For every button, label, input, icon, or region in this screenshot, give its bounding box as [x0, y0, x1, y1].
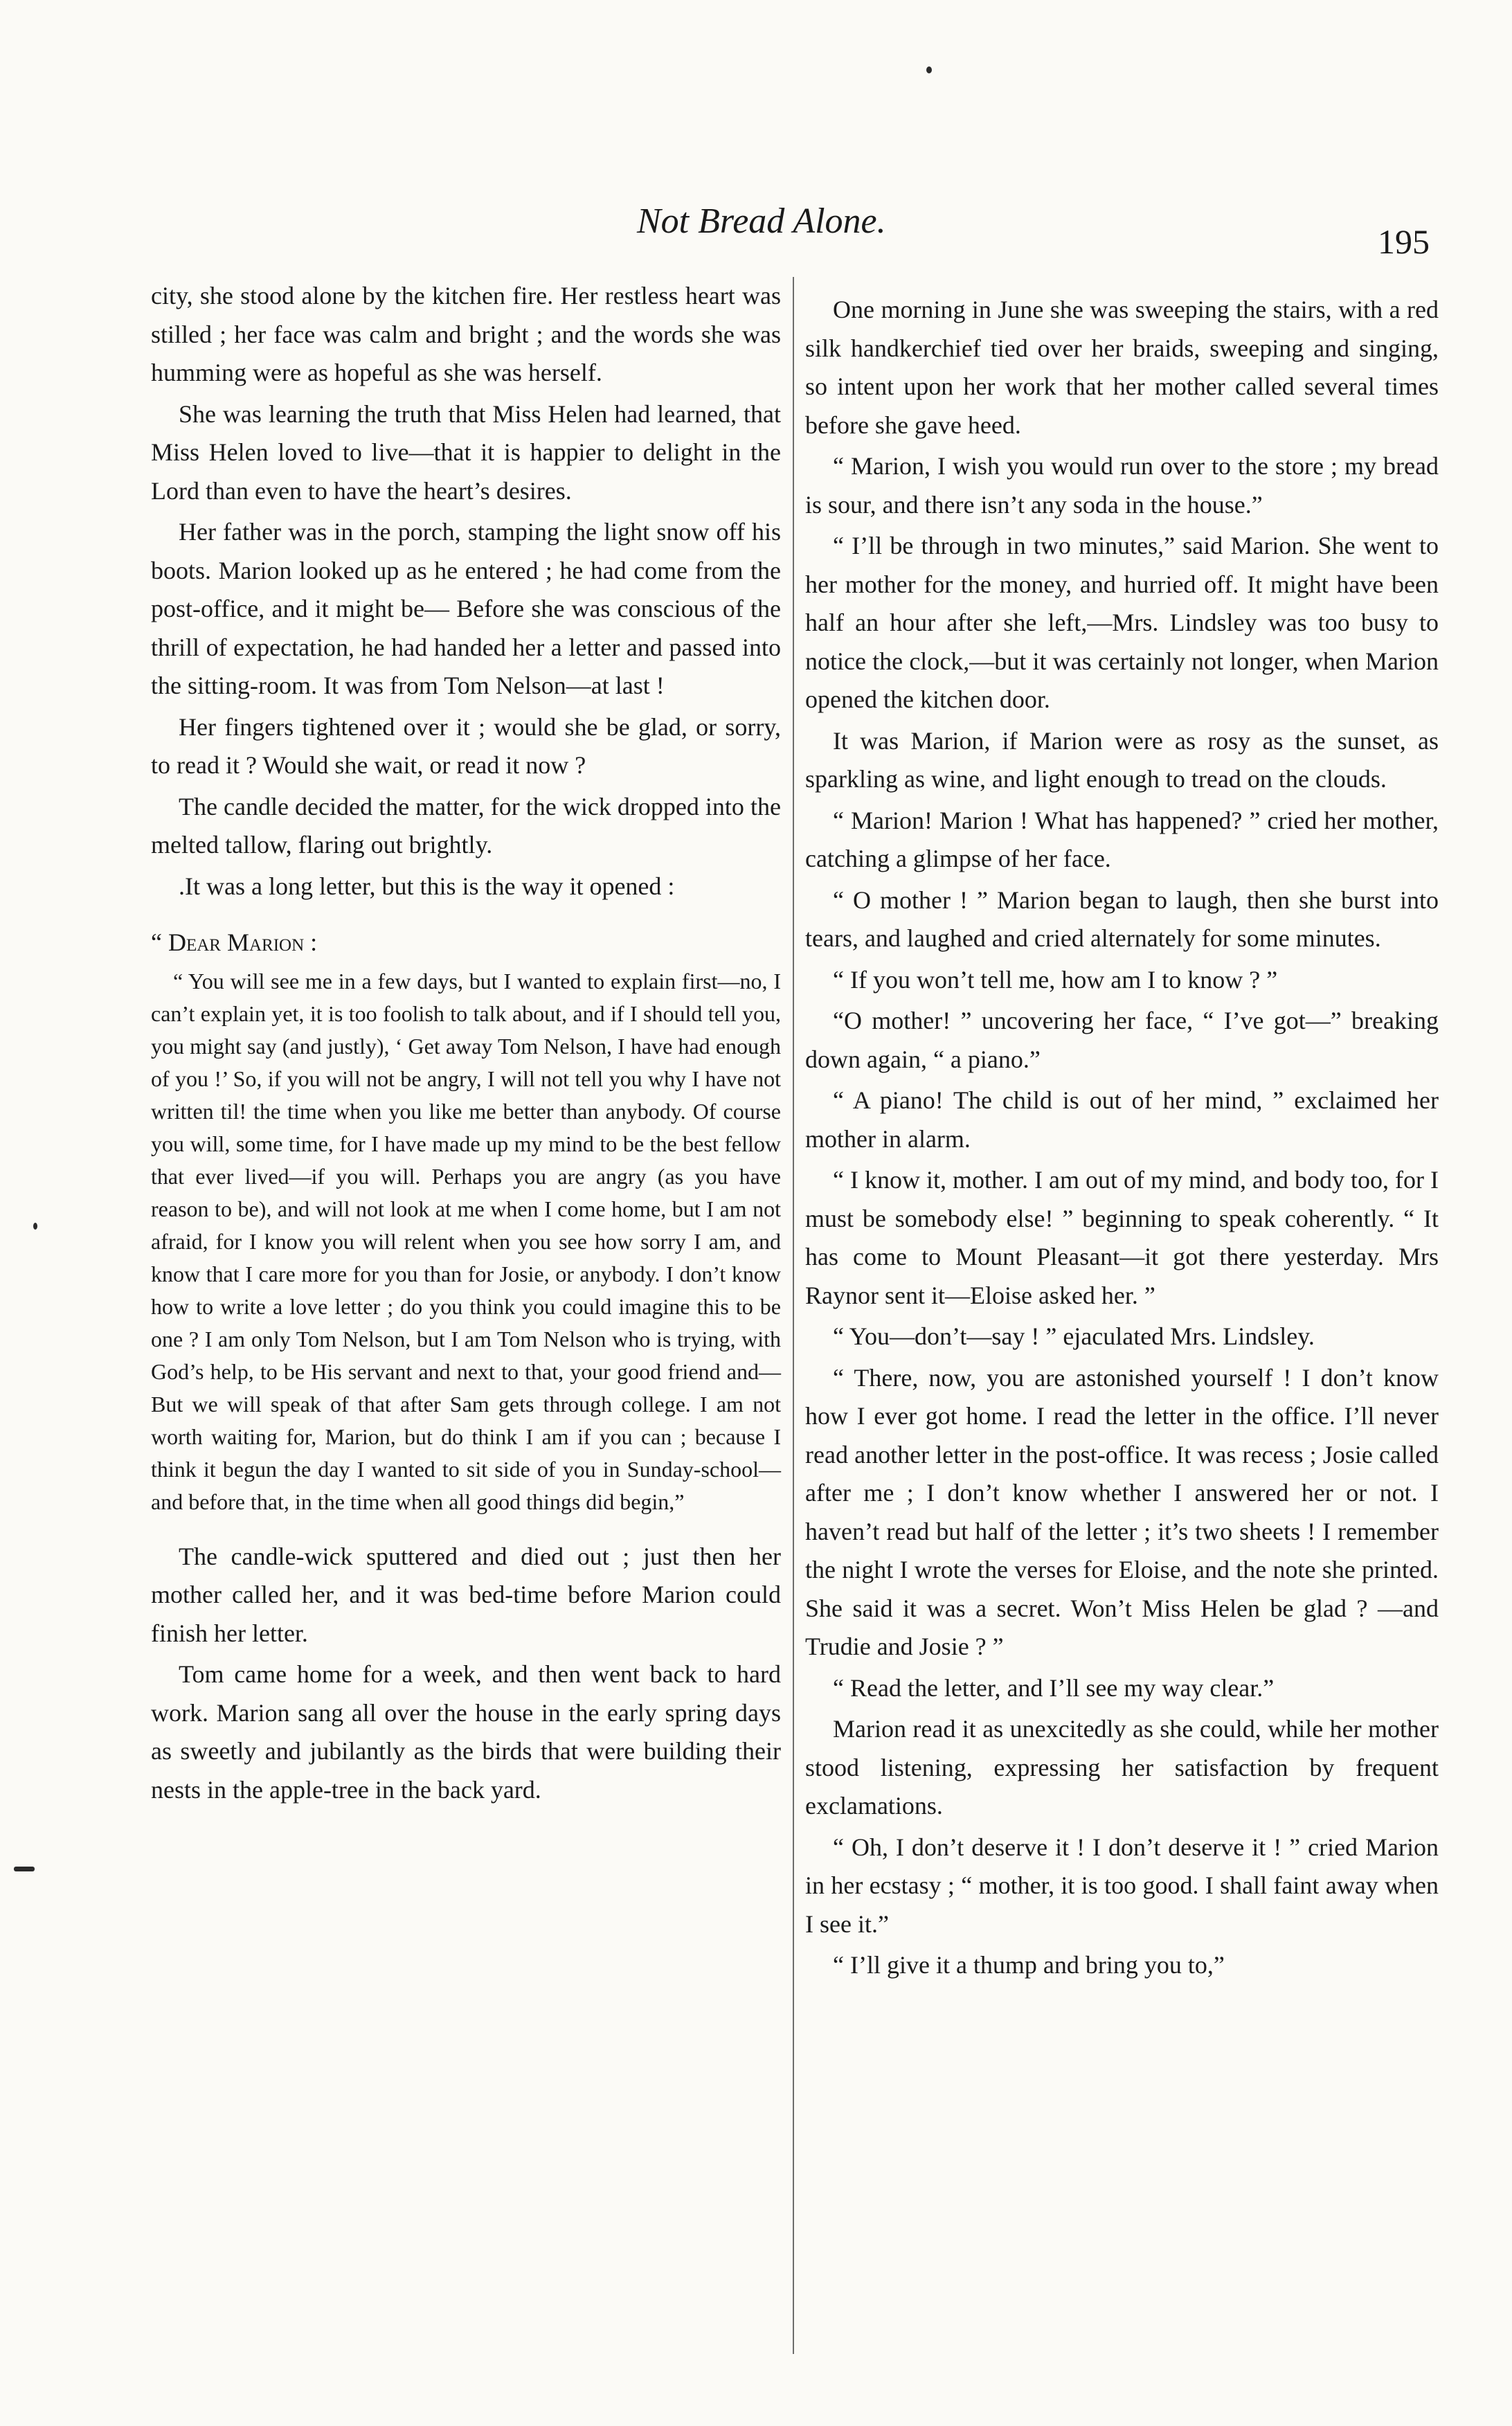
paragraph: The candle decided the matter, for the wick dropped into the melted tallow, flaring out brightly. — [151, 792, 781, 859]
ink-speck-margin-left — [33, 1223, 37, 1230]
paragraph: It was Marion, if Marion were as rosy as the sunset, as sparkling as wine, and light enough to tread on the clouds. — [805, 726, 1439, 793]
paragraph: Her fingers tightened over it ; would she be glad, or sorry, to read it ? Would she wait, or read it now ? — [151, 712, 781, 779]
paragraph: “ You—don’t—say ! ” ejaculated Mrs. Lindsley. — [833, 1322, 1315, 1350]
left-column — [151, 277, 781, 1812]
paragraph: “ I know it, mother. I am out of my mind, and body too, for I must be somebody else! ” beginning to speak coherently. “ It has come to Mount Pleasant—it got there yesterday. Mrs Raynor sent it—Eloise asked her. ” — [805, 1166, 1439, 1309]
paragraph: city, she stood alone by the kitchen fire. Her restless heart was stilled ; her face was calm and bright ; and the words she was humming were as hopeful as she was herself. — [151, 282, 781, 386]
ink-speck-top — [926, 66, 932, 73]
paragraph: .It was a long letter, but this is the way it opened : — [179, 872, 675, 900]
page-header — [0, 201, 1512, 263]
paragraph: “ Oh, I don’t deserve it ! I don’t deserve it ! ” cried Marion in her ecstasy ; “ mother, it is too good. I shall faint away when I see it.” — [805, 1833, 1439, 1938]
column-divider — [793, 277, 794, 2354]
paragraph: “ There, now, you are astonished yourself ! I don’t know how I ever got home. I read the letter in the office. I’ll never read another letter in the post-office. It was recess ; Josie called after me ; I don’t know whether I answered her or not. I haven’t read but half of the letter ; it’s two sheets ! I remember the night I wrote the verses for Eloise, and the note she printed. She said it was a secret. Won’t Miss Helen be glad ? —and Trudie and Josie ? ” — [805, 1363, 1439, 1660]
paragraph: “ If you won’t tell me, how am I to know ? ” — [833, 965, 1278, 994]
paragraph: Her father was in the porch, stamping the light snow off his boots. Marion looked up as he entered ; he had come from the post-office, and it might be— Before she was conscious of the thrill of expectation, he had handed her a letter and passed into the sitting-room. It was from Tom Nelson—at last ! — [151, 518, 781, 699]
paragraph: “ O mother ! ” Marion began to laugh, then she burst into tears, and laughed and cried alternately for some minutes. — [805, 886, 1439, 952]
paragraph: “ Marion! Marion ! What has happened? ” cried her mother, catching a glimpse of her face. — [805, 806, 1439, 872]
paragraph: “ A piano! The child is out of her mind, ” exclaimed her mother in alarm. — [805, 1086, 1439, 1153]
paragraph: “ I’ll be through in two minutes,” said Marion. She went to her mother for the money, and hurried off. It might have been half an hour after she left,—Mrs. Lindsley was too busy to notice the clock,—but it was certainly not longer, when Marion opened the kitchen door. — [805, 532, 1439, 713]
page-number: 195 — [1378, 222, 1430, 261]
paragraph: Tom came home for a week, and then went back to hard work. Marion sang all over the house in the early spring days as sweetly and jubilantly as the birds that were building their nests in the apple-tree in the back yard. — [151, 1660, 781, 1804]
paragraph: She was learning the truth that Miss Helen had learned, that Miss Helen loved to live—that it is happier to delight in the Lord than even to have the heart’s desires. — [151, 399, 781, 505]
running-title: Not Bread Alone. — [637, 201, 886, 241]
paragraph: The candle-wick sputtered and died out ; just then her mother called her, and it was bed-time before Marion could finish her letter. — [151, 1542, 781, 1647]
right-column — [805, 291, 1439, 1988]
letter-salutation: “ Dear Marion : — [151, 928, 318, 956]
paragraph: “ I’ll give it a thump and bring you to,” — [833, 1951, 1225, 1979]
letter-body: “ You will see me in a few days, but I wanted to explain first—no, I can’t explain yet, it is too foolish to talk about, and if I should tell you, you might say (and justly), ‘ Get away Tom Nelson, I have had enough of you !’ So, if you will not be angry, I will not tell you why I have not written til! the time when you like me better than anybody. Of course you will, some time, for I have made up my mind to be the best fellow that ever lived—if you will. Perhaps you are angry (as you have reason to be), and will not look at me when I come home, but I am not afraid, for I know you will relent when you see how sorry I am, and know that I care more for you than for Josie, or anybody. I don’t know how to write a love letter ; do you think you could imagine this to be one ? I am only Tom Nelson, but I am Tom Nelson who is trying, with God’s help, to be His servant and next to that, your good friend and— But we will speak of that after Sam gets through college. I am not worth waiting for, Marion, but do think I am if you can ; because I think it begun the day I wanted to sit side of you in Sunday-school—and before that, in the time when all good things did begin,” — [151, 968, 781, 1514]
ink-speck-margin-left-2 — [14, 1867, 35, 1871]
paragraph: One morning in June she was sweeping the stairs, with a red silk handkerchief tied over her braids, sweeping and singing, so intent upon her work that her mother called several times before she gave heed. — [805, 296, 1439, 439]
paragraph: “ Marion, I wish you would run over to the store ; my bread is sour, and there isn’t any soda in the house.” — [805, 452, 1439, 519]
paragraph: Marion read it as unexcitedly as she could, while her mother stood listening, expressing her satisfaction by frequent exclamations. — [805, 1715, 1439, 1820]
paragraph: “ Read the letter, and I’ll see my way clear.” — [833, 1673, 1275, 1702]
paragraph: “O mother! ” uncovering her face, “ I’ve got—” breaking down again, “ a piano.” — [805, 1007, 1439, 1073]
